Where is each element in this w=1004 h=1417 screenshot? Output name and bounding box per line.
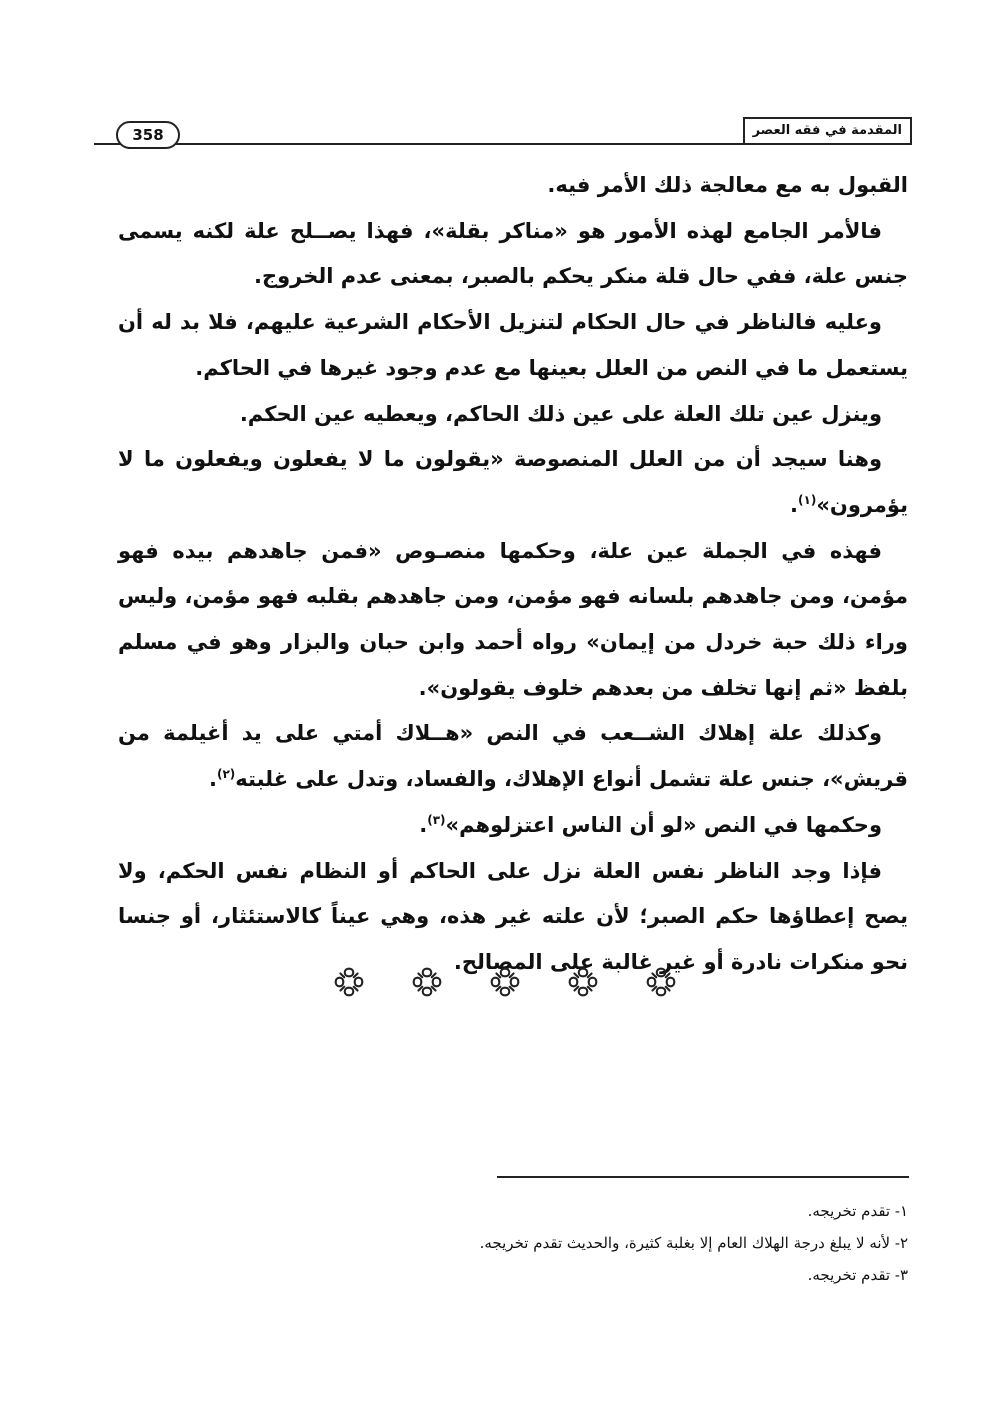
page-header (94, 117, 912, 147)
footnote-ref: (١) (798, 492, 817, 507)
paragraph (118, 529, 908, 712)
header-rule (94, 143, 912, 145)
ornament-icon (486, 963, 524, 1001)
paragraph-tail: . (419, 812, 428, 837)
ornament-icon (564, 963, 602, 1001)
footnote: ٢- لأنه لا يبلغ درجة الهلاك العام إلا بغلبة كثيرة، والحديث تقدم تخريجه. (479, 1234, 908, 1252)
paragraph (118, 300, 908, 391)
paragraph (118, 209, 908, 300)
paragraph (118, 437, 908, 528)
footnote-ref: (٣) (427, 812, 446, 827)
paragraph (118, 163, 908, 209)
footnotes (300, 1195, 908, 1291)
footnote: ٣- تقدم تخريجه. (807, 1266, 908, 1284)
paragraph-text: فإذا وجد الناظر نفس العلة نزل على الحاكم أو النظام نفس الحكم، ولا يصح إعطاؤها حكم الصبر؛ لأن علته غير هذه، وهي عيناً كالاستئثار، أو جنسا نحو منكرات نادرة أو غير غالبة على المصالح. (118, 858, 908, 974)
ornament-icon (330, 963, 368, 1001)
paragraph-tail: . (790, 492, 799, 517)
paragraph-text: وهنا سيجد أن من العلل المنصوصة «يقولون ما لا يفعلون ويفعلون ما لا يؤمرون» (118, 447, 908, 517)
running-title: المقدمة في فقه العصر (743, 117, 912, 143)
paragraph (118, 711, 908, 802)
paragraph-text: وكذلك علة إهلاك الشــعب في النص «هــلاك أمتي على يد أغيلمة من قريش»، جنس علة تشمل أنواع الإهلاك، والفساد، وتدل على غلبته (118, 721, 908, 792)
paragraph-text: فهذه في الجملة عين علة، وحكمها منصـوص «فمن جاهدهم بيده فهو مؤمن، ومن جاهدهم بلسانه فهو مؤمن، ومن جاهدهم بقلبه فهو مؤمن، وليس وراء ذلك حبة خردل من إيمان» رواه أحمد وابن حبان والبزار وهو في مسلم بلفظ «ثم إنها تخلف من بعدهم خلوف يقولون». (118, 538, 908, 700)
paragraph-tail: . (209, 767, 217, 792)
paragraph-text: فالأمر الجامع لهذه الأمور هو «مناكر بقلة»، فهذا يصــلح علة لكنه يسمى جنس علة، ففي حال قلة منكر يحكم بالصبر، بمعنى عدم الخروج. (118, 218, 908, 289)
paragraph-text: وحكمها في النص «لو أن الناس اعتزلوهم» (445, 812, 882, 837)
footnote-ref: (٢) (216, 767, 236, 782)
page-number: 358 (116, 121, 180, 149)
ornament-icon (642, 963, 680, 1001)
section-ornaments (330, 960, 680, 1004)
paragraph-text: وعليه فالناظر في حال الحكام لتنزيل الأحكام الشرعية عليهم، فلا بد له أن يستعمل ما في النص من العلل بعينها مع عدم وجود غيرها في الحاكم. (118, 310, 908, 380)
footnote-separator (497, 1176, 909, 1178)
ornament-icon (408, 963, 446, 1001)
body-text (118, 163, 908, 986)
footnote: ١- تقدم تخريجه. (807, 1202, 908, 1220)
paragraph (118, 392, 908, 438)
paragraph-text: القبول به مع معالجة ذلك الأمر فيه. (547, 173, 908, 197)
paragraph-text: وينزل عين تلك العلة على عين ذلك الحاكم، ويعطيه عين الحكم. (239, 401, 882, 426)
paragraph (118, 803, 908, 849)
